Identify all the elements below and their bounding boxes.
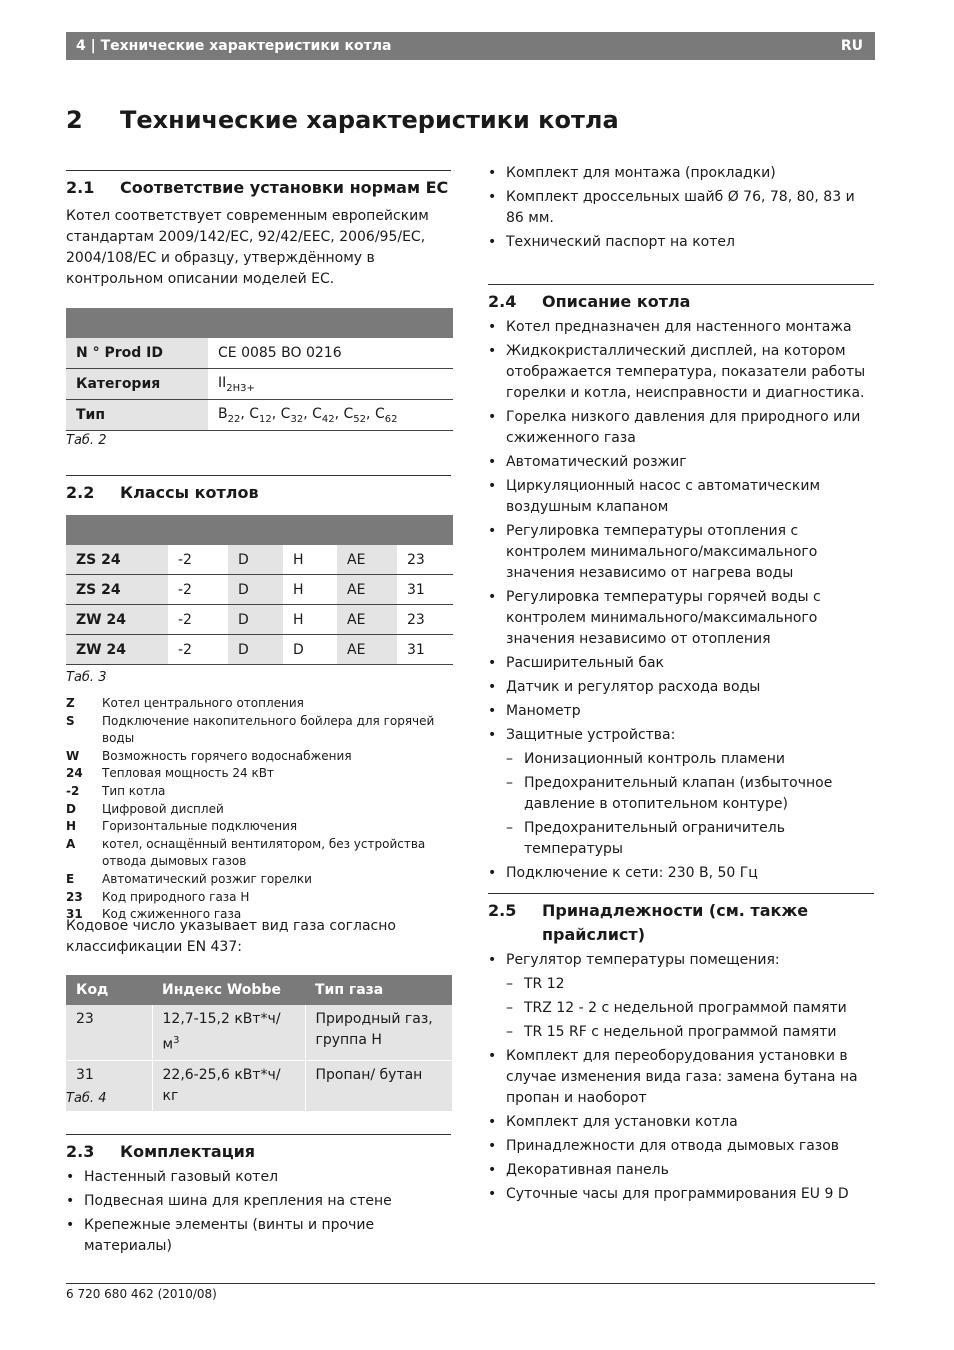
sublist-item: – Ионизационный контроль пламени — [506, 749, 876, 770]
section-divider — [66, 475, 451, 476]
protection-devices-label: Защитные устройства: — [506, 727, 676, 743]
table-cell: 31 — [397, 575, 453, 605]
table-cell: H — [283, 575, 337, 605]
list-item: • Котел предназначен для настенного монтажа — [488, 317, 876, 338]
table-cell: Природный газ, группа H — [305, 1005, 452, 1060]
table-row — [66, 1005, 452, 1060]
list-item: • Жидкокристаллический дисплей, на котором отображается температура, показатели работы горелки и котла, неисправности и диагностика. — [488, 341, 876, 404]
table-cell-key: N ° Prod ID — [66, 338, 208, 369]
header-language: RU — [840, 38, 863, 54]
delivery-list-part-1 — [66, 1167, 456, 1260]
conformity-text: Котел соответствует современным европейским стандартам 2009/142/EC, 92/42/EEC, 2006/95/EC, 2004/108/EC и образцу, утверждённому в контрольном описании моделей ЕС. — [66, 208, 429, 287]
sublist-item: – TRZ 12 - 2 с недельной программой памяти — [506, 998, 876, 1019]
list-item: • Технический паспорт на котел — [488, 232, 874, 253]
table-row — [66, 545, 453, 575]
column-header: Тип газа — [305, 975, 452, 1005]
list-item: • Подключение к сети: 230 В, 50 Гц — [488, 863, 876, 884]
table-cell: 12,7-15,2 $кВт*ч/м^3$ — [152, 1005, 305, 1060]
table-cell: -2 — [168, 575, 228, 605]
legend-item: S Подключение накопительного бойлера для горячей воды — [66, 713, 435, 746]
table-cell: H — [283, 605, 337, 635]
section-title: Соответствие установки нормам ЕС — [120, 178, 449, 197]
table-cell: -2 — [168, 605, 228, 635]
table-cell: -2 — [168, 635, 228, 665]
table-row — [66, 635, 453, 665]
protection-devices-sublist — [506, 749, 876, 860]
table-cell: ZS 24 — [66, 545, 168, 575]
section-divider — [488, 893, 874, 894]
table-cell-key: Тип — [66, 400, 208, 431]
list-item — [488, 950, 876, 1043]
table-2-header-bar — [66, 308, 453, 338]
table-cell: D — [228, 575, 283, 605]
section-title-continued: прайслист) — [542, 925, 645, 944]
table-4-gas-types — [66, 975, 452, 1112]
table-row — [66, 338, 453, 369]
list-item: • Принадлежности для отвода дымовых газов — [488, 1136, 876, 1157]
section-title: Классы котлов — [120, 483, 259, 502]
list-item: • Крепежные элементы (винты и прочие материалы) — [66, 1215, 456, 1257]
list-item: • Суточные часы для программирования EU 9 D — [488, 1184, 876, 1205]
legend-item: 24 Тепловая мощность 24 кВт — [66, 766, 274, 781]
table-cell: D — [283, 635, 337, 665]
list-item — [488, 725, 876, 860]
header-title: 4 | Технические характеристики котла — [76, 38, 392, 54]
type-code: $C_{42}$ — [312, 405, 335, 425]
list-item: • Регулировка температуры горячей воды с контролем минимального/максимального значения независимо от отопления — [488, 587, 876, 650]
legend-item: D Цифровой дисплей — [66, 801, 224, 816]
page-header-bar — [66, 32, 875, 60]
boiler-description-list — [488, 317, 876, 887]
category-base: II — [218, 374, 227, 391]
sublist-item: – Предохранительный клапан (избыточное давление в отопительном контуре) — [506, 773, 876, 815]
table-cell: AE — [337, 575, 397, 605]
legend-item: Z Котел центрального отопления — [66, 696, 304, 710]
legend-item: 23 Код природного газа H — [66, 889, 250, 904]
list-item: • Декоративная панель — [488, 1160, 876, 1181]
footer-divider — [66, 1283, 875, 1284]
table-cell: AE — [337, 635, 397, 665]
table-cell: AE — [337, 545, 397, 575]
table-4-caption: Таб. 4 — [66, 1091, 107, 1106]
legend-item: 31 Код сжиженного газа — [66, 907, 242, 922]
table-row — [66, 400, 453, 431]
table-row — [66, 575, 453, 605]
table-cell: 23 — [66, 1005, 152, 1060]
table-cell: 31 — [66, 1060, 152, 1111]
section-2-5-heading — [488, 901, 874, 951]
sublist-item: – TR 12 — [506, 974, 876, 995]
legend-item: W Возможность горячего водоснабжения — [66, 748, 352, 763]
table-header-row — [66, 975, 452, 1005]
table-3 — [66, 545, 453, 665]
table-cell: ZW 24 — [66, 605, 168, 635]
section-divider — [488, 284, 874, 285]
delivery-list-part-2 — [488, 163, 874, 256]
list-item: • Расширительный бак — [488, 653, 876, 674]
document-number: 6 720 680 462 (2010/08) — [66, 1287, 217, 1301]
chapter-number: 2 — [66, 106, 83, 134]
section-number: 2.2 — [66, 483, 95, 502]
table-cell: ZW 24 — [66, 635, 168, 665]
list-item: • Комплект для установки котла — [488, 1112, 876, 1133]
section-title: Принадлежности (см. также — [542, 901, 809, 920]
table-row — [66, 1060, 452, 1111]
section-number: 2.4 — [488, 292, 517, 311]
table-cell-value — [208, 369, 453, 400]
section-number: 2.1 — [66, 178, 95, 197]
table-cell: ZS 24 — [66, 575, 168, 605]
list-item: • Подвесная шина для крепления на стене — [66, 1191, 456, 1212]
table-cell: H — [283, 545, 337, 575]
type-code: $B_{22}$ — [218, 405, 241, 425]
type-code: $C_{62}$ — [374, 405, 398, 425]
table-cell: D — [228, 545, 283, 575]
table-cell: Пропан/ бутан — [305, 1060, 452, 1111]
section-divider — [66, 170, 451, 171]
list-item: • Циркуляционный насос с автоматическим воздушным клапаном — [488, 476, 876, 518]
type-code: $C_{12}$ — [249, 405, 272, 425]
table-cell-value: $B_{22}$, $C_{12}$, $C_{32}$, $C_{42}$, $C_{52}$, $C_{62}$ — [208, 400, 453, 431]
regulators-sublist — [506, 974, 876, 1043]
sublist-item: – TR 15 RF с недельной программой памяти — [506, 1022, 876, 1043]
type-code: $C_{32}$ — [280, 405, 304, 425]
section-number: 2.3 — [66, 1142, 95, 1161]
table-cell: 23 — [397, 545, 453, 575]
legend-item: A котел, оснащённый вентилятором, без устройства отвода дымовых газов — [66, 836, 426, 869]
list-item: • Настенный газовый котел — [66, 1167, 456, 1188]
section-title: Описание котла — [542, 292, 691, 311]
accessories-list — [488, 950, 876, 1208]
room-regulator-label: Регулятор температуры помещения: — [506, 952, 780, 968]
table-2 — [66, 338, 453, 431]
boiler-class-legend — [66, 695, 456, 924]
table-2-caption: Таб. 2 — [66, 433, 107, 448]
table-cell: AE — [337, 605, 397, 635]
list-item: • Манометр — [488, 701, 876, 722]
table-cell-value: CE 0085 BO 0216 — [208, 338, 453, 369]
list-item: • Комплект дроссельных шайб Ø 76, 78, 80, 83 и 86 мм. — [488, 187, 874, 229]
legend-item: -2 Тип котла — [66, 783, 166, 798]
table-cell: 22,6-25,6 кВт*ч/кг — [152, 1060, 305, 1111]
category-subscript: 2H3+ — [226, 382, 255, 394]
table-3-caption: Таб. 3 — [66, 670, 107, 685]
list-item: • Комплект для переоборудования установки в случае изменения вида газа: замена бутана на пропан и наоборот — [488, 1046, 876, 1109]
table-cell: 31 — [397, 635, 453, 665]
list-item: • Горелка низкого давления для природного или сжиженного газа — [488, 407, 876, 449]
table-row — [66, 369, 453, 400]
list-item: • Регулировка температуры отопления с контролем минимального/максимального значения независимо от нагрева воды — [488, 521, 876, 584]
section-number: 2.5 — [488, 901, 517, 920]
table-row — [66, 605, 453, 635]
table-cell: D — [228, 635, 283, 665]
column-header: Код — [66, 975, 152, 1005]
chapter-title: Технические характеристики котла — [120, 106, 619, 134]
column-header: Индекс Wobbe — [152, 975, 305, 1005]
legend-item: E Автоматический розжиг горелки — [66, 871, 312, 886]
section-title: Комплектация — [120, 1142, 256, 1161]
table-3-header-bar — [66, 515, 453, 545]
list-item: • Датчик и регулятор расхода воды — [488, 677, 876, 698]
type-code: $C_{52}$ — [343, 405, 367, 425]
table-cell-key: Категория — [66, 369, 208, 400]
gas-code-intro: Кодовое число указывает вид газа согласно классификации EN 437: — [66, 918, 396, 955]
legend-item: H Горизонтальные подключения — [66, 819, 298, 834]
table-cell: 23 — [397, 605, 453, 635]
list-item: • Автоматический розжиг — [488, 452, 876, 473]
list-item: • Комплект для монтажа (прокладки) — [488, 163, 874, 184]
sublist-item: – Предохранительный ограничитель температуры — [506, 818, 876, 860]
table-cell: D — [228, 605, 283, 635]
section-divider — [66, 1134, 451, 1135]
table-cell: -2 — [168, 545, 228, 575]
